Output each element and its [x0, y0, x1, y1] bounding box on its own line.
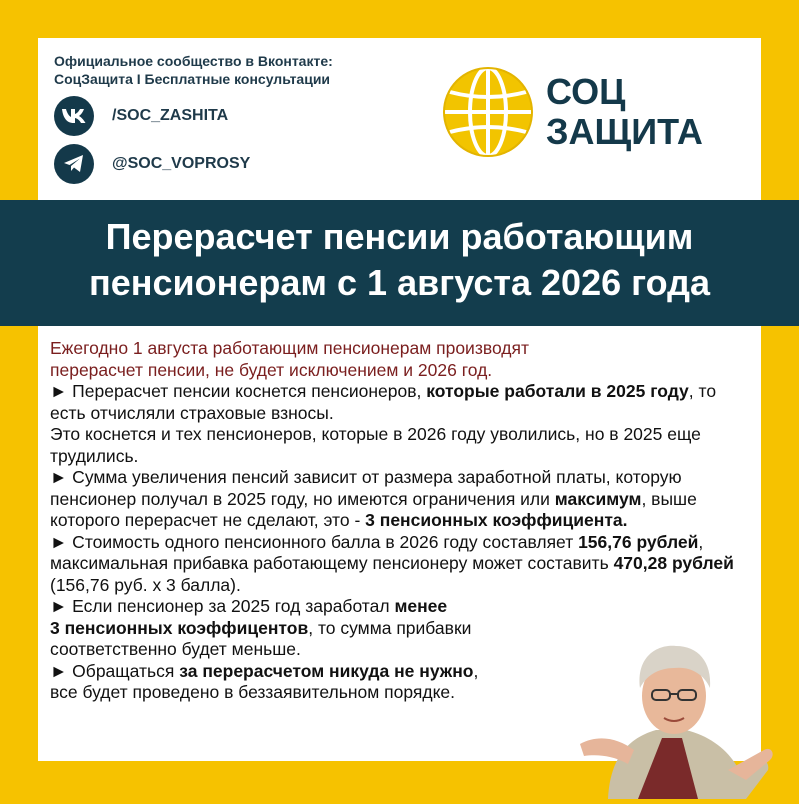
p4-mid: , максимальная прибавка работающему пенсионеру может составить: [50, 531, 704, 573]
p5-bold-less: менее: [394, 596, 448, 616]
p6-text: ► Обращаться: [50, 660, 180, 681]
community-line-1: Официальное сообщество в Вконтакте:: [54, 53, 333, 69]
p5-mid: , то сумма прибавки: [308, 617, 472, 638]
paragraph-limit: [50, 467, 740, 532]
p5-tail: соответственно будет меньше.: [50, 639, 301, 659]
vk-handle: /SOC_ZASHITA: [112, 107, 229, 124]
p6-tail: все будет проведено в беззаявительном порядке.: [50, 682, 456, 702]
p5-bold-coef: 3 пенсионных коэффицентов: [50, 617, 309, 638]
intro-line-2: перерасчет пенсии, не будет исключением и 2026 год.: [50, 359, 493, 380]
p1-text: ► Перерасчет пенсии коснется пенсионеров,: [50, 381, 427, 401]
intro-line-1: Ежегодно 1 августа работающим пенсионерам производят: [50, 338, 530, 358]
telegram-link[interactable]: [54, 144, 250, 184]
paragraph-amount: [50, 532, 740, 597]
vk-icon: [54, 96, 94, 136]
vk-link[interactable]: [54, 96, 228, 136]
p3-bold-max: максимум: [554, 488, 642, 509]
p4-tail: (156,76 руб. х 3 балла).: [50, 574, 241, 595]
p5-text: ► Если пенсионер за 2025 год заработал: [50, 596, 395, 616]
brand-name: [546, 72, 703, 152]
page-title: [0, 214, 799, 306]
p3-bold-coef: 3 пенсионных коэффициента.: [365, 510, 628, 530]
community-line-2: СоцЗащита I Бесплатные консультации: [54, 71, 331, 87]
p3-text: ► Сумма увеличения пенсий зависит от размера заработной платы, которую пенсионер получал в 2025 году, но имеются ограничения или: [50, 467, 682, 509]
title-line-2: пенсионерам с 1 августа 2026 года: [88, 262, 711, 303]
telegram-icon: [54, 144, 94, 184]
p4-text: ► Стоимость одного пенсионного балла в 2026 году составляет: [50, 531, 579, 552]
p4-bold-max: 470,28 рублей: [613, 553, 734, 573]
p4-bold-price: 156,76 рублей: [578, 531, 699, 552]
title-line-1: Перерасчет пенсии работающим: [105, 216, 694, 257]
p1-tail: , то есть отчисляли страховые взносы.: [50, 381, 717, 423]
p1-bold: которые работали в 2025 году: [426, 381, 689, 401]
person-illustration: [578, 638, 774, 799]
p2-text: Это коснется и тех пенсионеров, которые в 2026 году уволились, но в 2025 еще трудились.: [50, 424, 701, 466]
brand-line-2: ЗАЩИТА: [546, 111, 703, 152]
intro-text: [50, 338, 740, 381]
p3-mid: , выше которого перерасчет не сделают, это -: [50, 488, 697, 530]
globe-logo-icon: [440, 64, 536, 160]
telegram-handle: @SOC_VOPROSY: [112, 155, 251, 172]
brand-line-1: СОЦ: [546, 71, 626, 112]
paragraph-who: [50, 381, 740, 424]
p6-bold: за перерасчетом никуда не нужно: [179, 660, 474, 681]
paragraph-dismissed: [50, 424, 740, 467]
p6-comma: ,: [473, 660, 479, 681]
community-caption: [54, 52, 333, 88]
